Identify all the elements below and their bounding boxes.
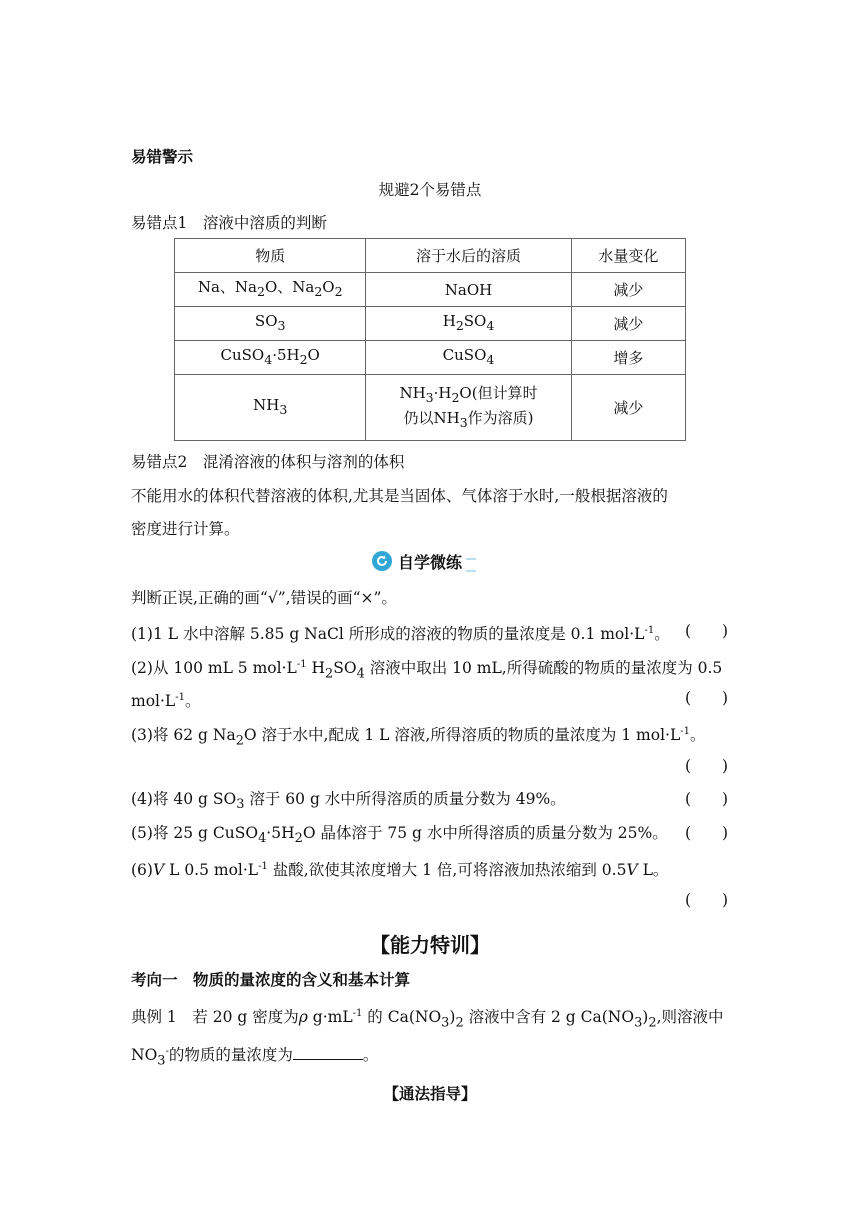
table-cell: $NH_3$ bbox=[175, 375, 366, 441]
table-header-row bbox=[175, 239, 686, 273]
practice-item-cont: $mol\cdot L^{-1}$。 bbox=[131, 692, 201, 711]
practice-item: (4)将 40 g $SO_3$ 溶于 60 g 水中所得溶质的质量分数为 49%。 bbox=[131, 790, 566, 813]
table-header: 物质 bbox=[175, 239, 366, 273]
table-cell: 增多 bbox=[571, 341, 685, 375]
table-row bbox=[175, 341, 686, 375]
point2-title: 易错点2 混淆溶液的体积与溶剂的体积 bbox=[131, 453, 405, 471]
answer-bracket[interactable]: ( ) bbox=[685, 622, 729, 640]
topic-title: 考向一 物质的量浓度的含义和基本计算 bbox=[131, 970, 411, 989]
guide-title: 【通法指导】 bbox=[383, 1085, 477, 1103]
example-text: 典例 1 若 20 g 密度为ρ $g\cdot mL^{-1}$ 的 $Ca(NO_3)_2$ 溶液中含有 2 g $Ca(NO_3)_2$,则溶液中 bbox=[131, 1008, 724, 1031]
section-subtitle: 规避2个易错点 bbox=[378, 181, 482, 199]
ability-title: 【能力特训】 bbox=[370, 933, 490, 957]
example-text-cont: $NO_3^-$的物质的量浓度为 。 bbox=[131, 1046, 379, 1069]
practice-item: (1)1 L 水中溶解 5.85 g NaCl 所形成的溶液的物质的量浓度是 0.1 $mol\cdot L^{-1}$。 bbox=[131, 625, 670, 644]
table-cell: 减少 bbox=[571, 273, 685, 307]
table-cell: Na、$Na_2O$、$Na_2O_2$ bbox=[175, 273, 366, 307]
practice-item: (5)将 25 g $CuSO_4\cdot 5H_2O$ 晶体溶于 75 g 水中所得溶质的质量分数为 25%。 bbox=[131, 824, 668, 847]
badge-label: 自学微练 bbox=[398, 552, 463, 572]
answer-bracket[interactable]: ( ) bbox=[685, 689, 729, 707]
answer-bracket[interactable]: ( ) bbox=[685, 824, 729, 842]
answer-bracket[interactable]: ( ) bbox=[685, 790, 729, 808]
table-cell: 减少 bbox=[571, 375, 685, 441]
point1-title: 易错点1 溶液中溶质的判断 bbox=[131, 214, 327, 232]
practice-badge bbox=[372, 548, 476, 574]
table-cell: 减少 bbox=[571, 307, 685, 341]
point2-text: 不能用水的体积代替溶液的体积,尤其是当固体、气体溶于水时,一般根据溶液的 bbox=[131, 487, 668, 505]
refresh-icon bbox=[372, 551, 392, 571]
answer-bracket[interactable]: ( ) bbox=[685, 757, 729, 775]
table-cell: $H_2SO_4$ bbox=[366, 307, 571, 341]
table-cell: $SO_3$ bbox=[175, 307, 366, 341]
decoration-lines-icon bbox=[466, 558, 476, 572]
table-cell: CuSO$_4$ bbox=[366, 341, 571, 375]
point2-text: 密度进行计算。 bbox=[131, 520, 240, 538]
practice-item: (3)将 62 g $Na_2O$ 溶于水中,配成 1 L 溶液,所得溶质的物质的量浓度为 1 $mol\cdot L^{-1}$。 bbox=[131, 726, 706, 749]
answer-bracket[interactable]: ( ) bbox=[685, 891, 729, 909]
table-cell: NaOH bbox=[366, 273, 571, 307]
table-row bbox=[175, 307, 686, 341]
practice-instruction: 判断正误,正确的画“√”,错误的画“×”。 bbox=[131, 589, 397, 607]
table-header: 溶于水后的溶质 bbox=[366, 239, 571, 273]
solute-table bbox=[174, 238, 686, 441]
practice-item: (6)V L 0.5 $mol\cdot L^{-1}$ 盐酸,欲使其浓度增大 1 倍,可将溶液加热浓缩到 0.5V L。 bbox=[131, 861, 669, 880]
table-row bbox=[175, 375, 686, 441]
section-title: 易错警示 bbox=[131, 147, 194, 166]
table-cell: $CuSO_4\cdot 5H_2O$ bbox=[175, 341, 366, 375]
practice-item: (2)从 100 mL 5 $mol\cdot L^{-1}$ $H_2SO_4$ 溶液中取出 10 mL,所得硫酸的物质的量浓度为 0.5 bbox=[131, 659, 723, 682]
table-cell: $NH_3\cdot H_2O$(但计算时 仍以$NH_3$作为溶质) bbox=[366, 375, 571, 441]
table-header: 水量变化 bbox=[571, 239, 685, 273]
table-row bbox=[175, 273, 686, 307]
answer-blank[interactable] bbox=[293, 1045, 363, 1060]
